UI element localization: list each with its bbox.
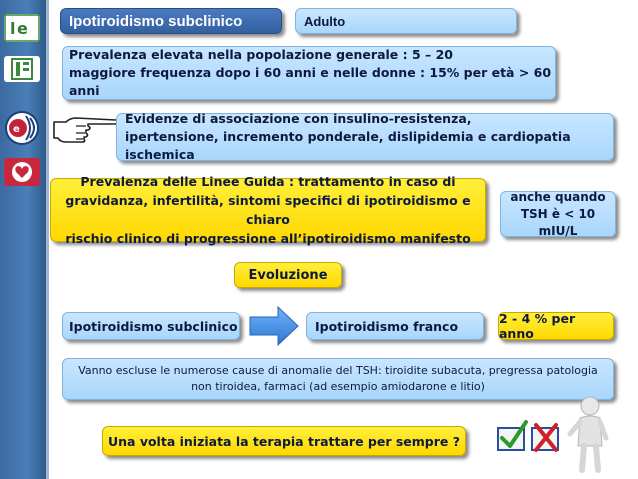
sidebar-divider [46,0,49,479]
checkbox-cross-icon [532,425,558,450]
evolution-rate-box [498,312,614,340]
evolution-from-box [62,312,240,340]
checkbox-check-icon [498,422,526,450]
guidelines-box [50,174,486,246]
evolution-rate-text: 2 - 4 % per anno [499,311,576,341]
evidence-box [116,113,614,161]
population-tag-text: Adulto [304,13,346,29]
prevalence-line-2: maggiore frequenza dopo i 60 anni e nelle donne : 15% per età > 60 anni [69,65,552,98]
evidence-line-1: Evidenze di associazione con insulino-resistenza, [125,111,472,126]
evolution-to-text: Ipotiroidismo franco [315,318,459,334]
evolution-label [234,262,342,288]
exclusion-line-2: non tiroidea, farmaci (ad esempio amiodarone e litio) [191,380,485,393]
svg-text:e: e [17,19,28,38]
svg-text:e: e [13,124,20,135]
tsh-note-line-1: anche quando [510,189,606,204]
prevalence-box [62,46,556,100]
evolution-from-text: Ipotiroidismo subclinico [69,318,238,334]
slide-title [60,8,282,34]
guidelines-line-3: rischio clinico di progressione all’ipotiroidismo manifesto [65,231,471,246]
population-tag [295,8,517,34]
evolution-to-box [306,312,484,340]
check-cross-figure [494,392,624,474]
svg-text:l: l [10,19,16,38]
heart-logo-icon [4,158,40,186]
exclusion-line-1: Vanno escluse le numerose cause di anomalie del TSH: tiroidite subacuta, pregressa patologia [78,364,598,377]
right-arrow-icon [248,304,300,348]
tsh-note-line-2: TSH è < 10 mIU/L [520,206,596,238]
pointing-hand-icon [52,112,122,146]
prevalence-line-1: Prevalenza elevata nella popolazione generale : 5 – 20 [69,47,454,62]
le-logo-icon [4,14,40,42]
evolution-label-text: Evoluzione [248,267,328,283]
slide-title-text: Ipotiroidismo subclinico [69,12,243,30]
question-text: Una volta iniziata la terapia trattare per sempre ? [107,433,461,449]
globe-logo-icon [4,106,40,150]
tsh-note-box [500,191,616,237]
evidence-line-2: ipertensione, incremento ponderale, dislipidemia e cardiopatia ischemica [125,129,571,162]
book-logo-icon [4,56,40,82]
question-box [102,426,466,456]
guidelines-line-2: gravidanza, infertilità, sintomi specifici di ipotiroidismo e chiaro [65,193,471,227]
guidelines-line-1: Prevalenza delle Linee Guida : trattamento in caso di [80,174,456,189]
